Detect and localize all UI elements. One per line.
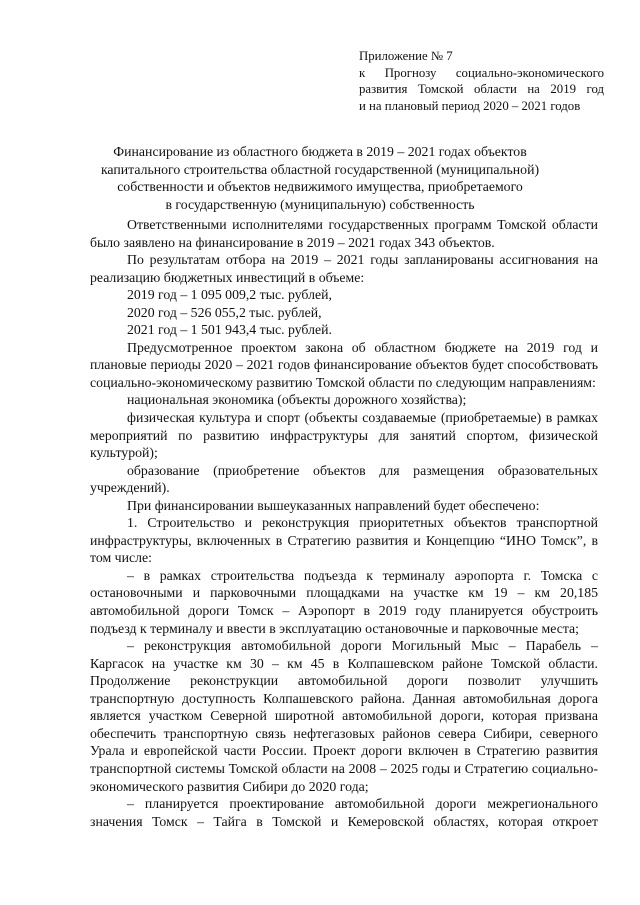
direction-item: национальная экономика (объекты дорожного хозяйства); <box>127 392 467 408</box>
budget-line-2020: 2020 год – 526 055,2 тыс. рублей, <box>127 304 322 320</box>
appendix-number: Приложение № 7 <box>359 49 453 63</box>
paragraph: При финансировании вышеуказанных направлений будет обеспечено: <box>127 497 540 513</box>
appendix-ref-line: к Прогнозу социально-экономического <box>359 65 604 80</box>
appendix-ref-line: и на плановый период 2020 – 2021 годов <box>359 98 581 113</box>
list-item: – в рамках строительства подъезда к терминалу аэропорта г. Томска с остановочными и парковочными площадками на участке км 19 – км 20,185 автомобильной дороги Томск – Аэропорт в 2019 году планируется обустроить подъезд к терминалу и ввести в эксплуатацию остановочные и парковочные места; <box>90 567 598 636</box>
title-line: в государственную (муниципальную) собственность <box>165 196 475 212</box>
document-body <box>90 216 598 830</box>
appendix-ref-line: развития Томской области на 2019 год <box>359 82 604 96</box>
budget-line-2019: 2019 год – 1 095 009,2 тыс. рублей, <box>127 287 332 303</box>
direction-item: образование (приобретение объектов для размещения образовательных учреждений). <box>90 462 598 496</box>
budget-line-2021: 2021 год – 1 501 943,4 тыс. рублей. <box>127 322 332 338</box>
title-line: собственности и объектов недвижимого имущества, приобретаемого <box>117 179 523 195</box>
direction-item: физическая культура и спорт (объекты создаваемые (приобретаемые) в рамках мероприятий по развитию инфраструктуры для занятий спортом, физической культурой); <box>90 410 598 461</box>
paragraph: Ответственными исполнителями государственных программ Томской области было заявлено на финансирование в 2019 – 2021 годах 343 объектов. <box>90 217 598 250</box>
appendix-header <box>359 48 604 114</box>
list-item: – планируется проектирование автомобильной дороги межрегионального значения Томск – Тайга в Томской и Кемеровской областях, которая откроет <box>90 796 598 829</box>
paragraph: По результатам отбора на 2019 – 2021 годы запланированы ассигнования на реализацию бюджетных инвестиций в объеме: <box>90 252 598 285</box>
title-line: капитального строительства областной государственной (муниципальной) <box>100 161 540 177</box>
title-line: Финансирование из областного бюджета в 2019 – 2021 годах объектов <box>113 144 527 159</box>
paragraph: Предусмотренное проектом закона об областном бюджете на 2019 год и плановые периоды 2020 – 2021 годов финансирование объектов будет способствовать социально-экономическому развитию Томской области по следующим направлениям: <box>90 339 598 390</box>
list-item: – реконструкция автомобильной дороги Могильный Мыс – Парабель – Каргасок на участке км 30 – км 45 в Колпашевском районе Томской области. Продолжение реконструкции автомобильной дороги позволит улучшить транспортную доступность Колпашевского района. Данная автомобильная дорога является участком Северной широтной автомобильной дороги, которая призвана обеспечить транспортную связь нефтегазовых районов севера Сибири, северного Урала и европейской части России. Проект дороги включен в Стратегию развития транспортной системы Томской области на 2008 – 2025 годы и Стратегию социально-экономического развития Сибири до 2020 года; <box>90 638 598 794</box>
document-title <box>90 143 550 213</box>
paragraph: 1. Строительство и реконструкция приоритетных объектов транспортной инфраструктуры, включенных в Стратегию развития и Концепцию “ИНО Томск”, в том числе: <box>90 515 598 566</box>
